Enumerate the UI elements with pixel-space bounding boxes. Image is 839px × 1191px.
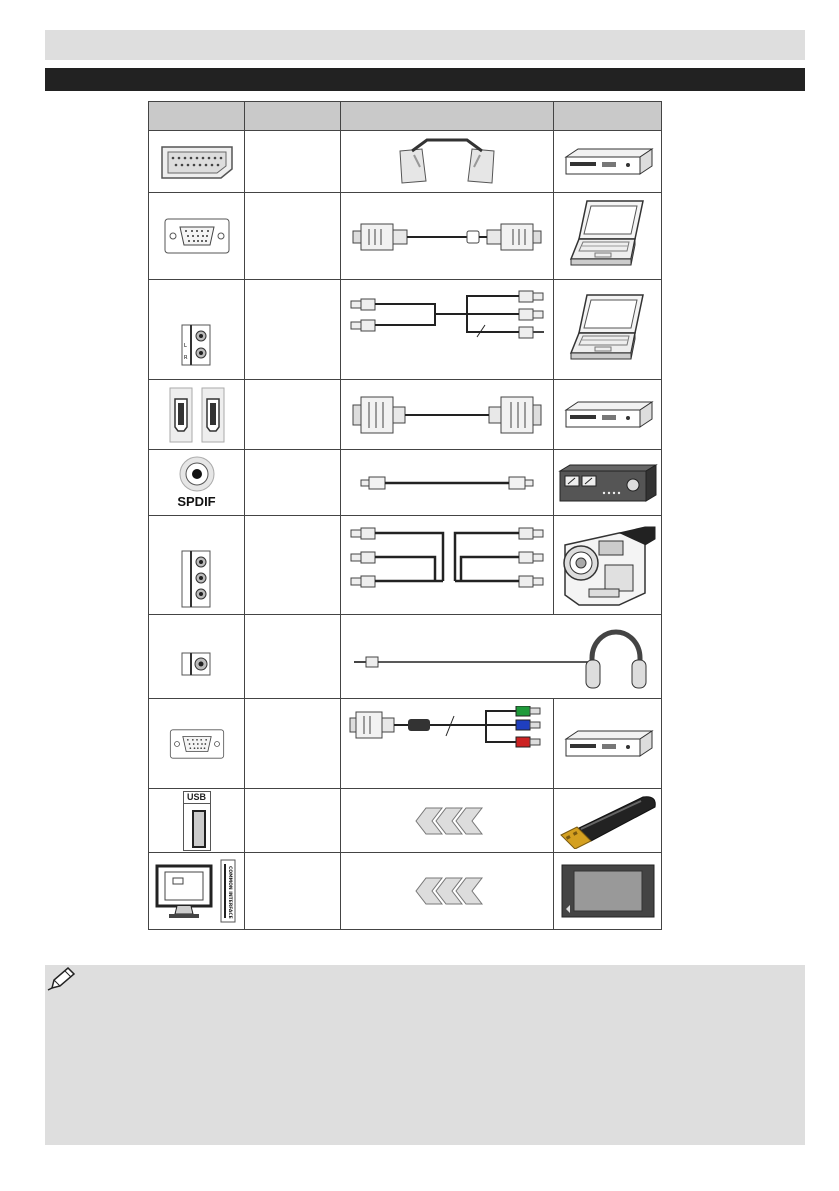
type-cell (245, 789, 341, 853)
port-cell (149, 380, 245, 450)
section-title-bar (45, 68, 805, 91)
table-header-row (149, 102, 662, 131)
port-cell (149, 193, 245, 280)
device-cell (554, 193, 662, 280)
usb-port-icon (183, 791, 211, 851)
headphone-cable-icon (346, 622, 656, 692)
page-header-band (45, 30, 805, 60)
connections-table (148, 101, 662, 930)
vga-port-icon (164, 218, 230, 254)
table-row (149, 853, 662, 930)
rca-to-minijack-cable-icon (347, 289, 547, 357)
type-cell (245, 193, 341, 280)
note-pencil-icon (46, 966, 76, 992)
headphone-port-icon (179, 651, 215, 677)
cable-cell (341, 853, 554, 930)
type-cell (245, 131, 341, 193)
type-cell (245, 615, 341, 699)
device-cell (554, 516, 662, 615)
table-row (149, 699, 662, 789)
usb-stick-icon (557, 793, 659, 849)
port-cell (149, 516, 245, 615)
device-cell (554, 853, 662, 930)
cam-module-icon (560, 863, 656, 919)
usb-label: USB (184, 792, 210, 804)
type-cell (245, 380, 341, 450)
camcorder-icon (559, 523, 657, 607)
audio-amplifier-icon (558, 463, 658, 503)
cable-cell (341, 615, 662, 699)
laptop-icon (569, 199, 647, 273)
table-row (149, 193, 662, 280)
port-cell (149, 699, 245, 789)
cable-cell (341, 380, 554, 450)
device-cell (554, 699, 662, 789)
spdif-label: SPDIF (177, 494, 216, 509)
coaxial-cable-icon (357, 473, 537, 493)
cable-cell (341, 450, 554, 516)
cable-cell (341, 280, 554, 380)
ci-slot-icon (155, 858, 239, 924)
vga-cable-icon (349, 216, 545, 256)
laptop-icon (569, 293, 647, 367)
device-cell (554, 280, 662, 380)
type-cell (245, 450, 341, 516)
device-cell (554, 380, 662, 450)
dvd-recorder-icon (562, 400, 654, 430)
type-cell (245, 280, 341, 380)
table-row (149, 615, 662, 699)
audio-in-port-icon (179, 323, 215, 367)
vga-to-component-cable-icon (346, 706, 548, 762)
type-cell (245, 699, 341, 789)
table-row (149, 280, 662, 380)
cable-cell (341, 516, 554, 615)
dvd-recorder-icon (562, 147, 654, 177)
port-cell (149, 280, 245, 380)
insert-arrows-icon (402, 806, 492, 836)
ci-label: COMMON INTERFACE (226, 866, 232, 919)
header-device (554, 102, 662, 131)
rca-av-cable-icon (347, 524, 547, 594)
port-cell (149, 615, 245, 699)
header-connector (149, 102, 245, 131)
type-cell (245, 516, 341, 615)
svg-text:R: R (183, 354, 187, 361)
device-cell (554, 450, 662, 516)
header-cables (341, 102, 554, 131)
svg-text:L: L (183, 342, 187, 349)
header-type (245, 102, 341, 131)
insert-arrows-icon (402, 876, 492, 906)
type-cell (245, 853, 341, 930)
port-cell (149, 450, 245, 516)
scart-cable-icon (392, 137, 502, 187)
table-row (149, 380, 662, 450)
port-cell (149, 131, 245, 193)
table-row (149, 450, 662, 516)
note-box (45, 965, 805, 1145)
device-cell (554, 131, 662, 193)
av-in-ports-icon (179, 549, 215, 609)
table-row (149, 131, 662, 193)
cable-cell (341, 193, 554, 280)
vga-port-icon (168, 729, 226, 759)
port-cell (149, 853, 245, 930)
port-cell (149, 789, 245, 853)
scart-port-icon (159, 143, 235, 181)
hdmi-cable-icon (349, 393, 545, 437)
spdif-port-icon (177, 456, 217, 492)
cable-cell (341, 131, 554, 193)
table-row (149, 516, 662, 615)
headphones-icon (586, 632, 646, 688)
cable-cell (341, 699, 554, 789)
table-row (149, 789, 662, 853)
hdmi-ports-icon (168, 387, 226, 443)
device-cell (554, 789, 662, 853)
cable-cell (341, 789, 554, 853)
dvd-recorder-icon (562, 729, 654, 759)
